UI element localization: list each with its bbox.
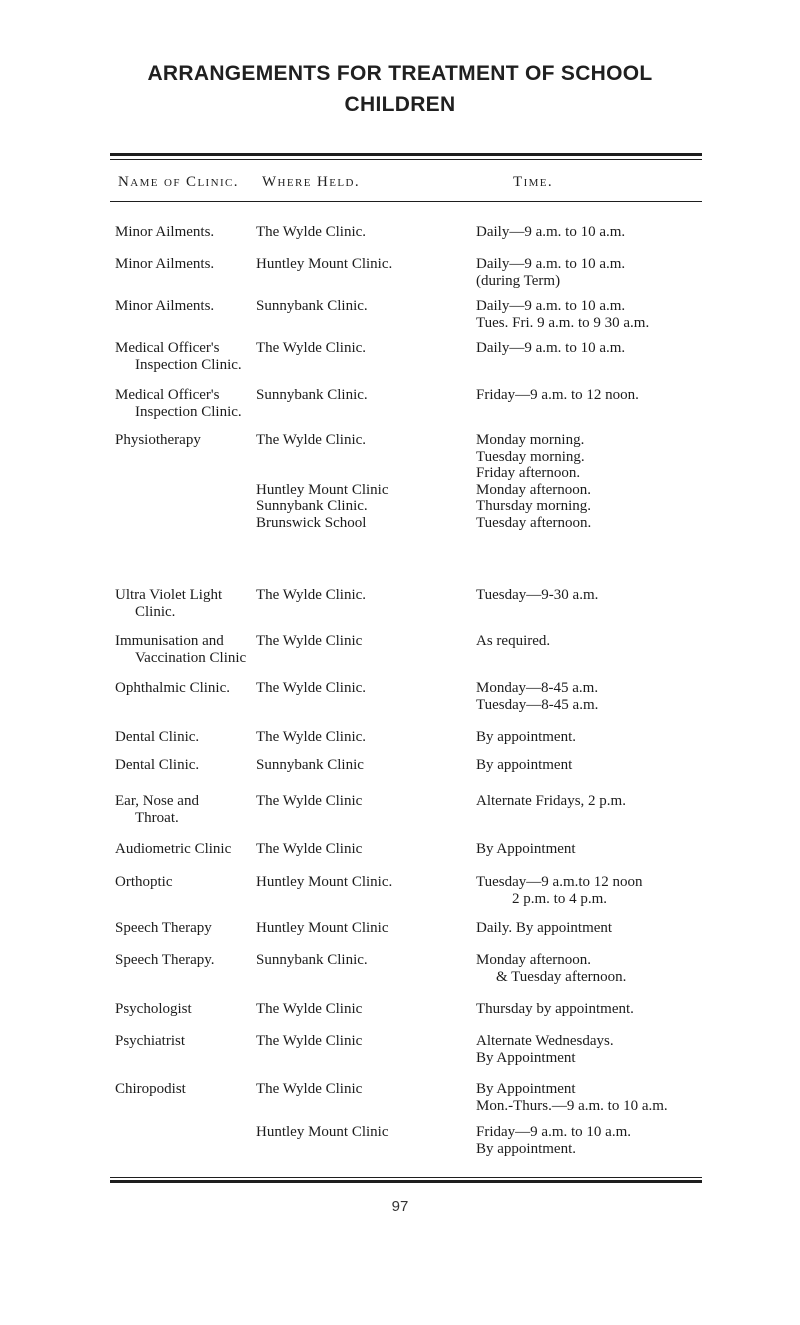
header-underline bbox=[110, 201, 702, 202]
cell-line: Alternate Fridays, 2 p.m. bbox=[476, 793, 626, 809]
clinic-location bbox=[256, 224, 466, 241]
top-thin-rule bbox=[110, 159, 702, 160]
header-name-of-clinic: Name of Clinic. bbox=[118, 174, 239, 190]
clinic-location bbox=[256, 298, 466, 315]
clinic-name bbox=[115, 298, 275, 315]
clinic-location bbox=[256, 1033, 466, 1050]
cell-line: Inspection Clinic. bbox=[135, 356, 242, 373]
clinic-time bbox=[476, 920, 792, 937]
cell-line: Ultra Violet Light bbox=[115, 587, 223, 603]
cell-line: The Wylde Clinic. bbox=[256, 587, 367, 603]
cell-line: Ear, Nose and bbox=[115, 793, 199, 809]
cell-line: Huntley Mount Clinic bbox=[256, 1124, 389, 1140]
clinic-location bbox=[256, 1081, 466, 1098]
clinic-location bbox=[256, 874, 466, 891]
cell-line: Monday afternoon. bbox=[476, 481, 591, 498]
cell-line: Huntley Mount Clinic. bbox=[256, 874, 393, 890]
clinic-time bbox=[476, 1033, 792, 1066]
clinic-time bbox=[476, 1001, 792, 1018]
cell-line: Friday afternoon. bbox=[476, 465, 581, 481]
clinic-time bbox=[476, 841, 792, 858]
clinic-time bbox=[476, 1081, 792, 1114]
clinic-location bbox=[256, 793, 466, 810]
cell-line: Friday—9 a.m. to 12 noon. bbox=[476, 387, 639, 403]
cell-line: Tues. Fri. 9 a.m. to 9 30 a.m. bbox=[476, 314, 650, 331]
cell-line: Daily—9 a.m. to 10 a.m. bbox=[476, 340, 626, 356]
cell-line: Tuesday morning. bbox=[476, 448, 585, 465]
cell-line: Immunisation and bbox=[115, 633, 224, 649]
clinic-time bbox=[476, 680, 792, 713]
cell-line: Tuesday afternoon. bbox=[476, 514, 592, 531]
cell-line: Minor Ailments. bbox=[115, 224, 215, 240]
clinic-location bbox=[256, 680, 466, 697]
clinic-name bbox=[115, 793, 275, 826]
cell-line: Tuesday—8-45 a.m. bbox=[476, 696, 599, 713]
cell-line: Psychologist bbox=[115, 1001, 192, 1017]
cell-line: Throat. bbox=[135, 809, 179, 826]
cell-line: Sunnybank Clinic. bbox=[256, 498, 368, 514]
clinic-location bbox=[256, 387, 466, 404]
cell-line: By Appointment bbox=[476, 1049, 576, 1066]
cell-line: Daily. By appointment bbox=[476, 920, 613, 936]
cell-line: Daily—9 a.m. to 10 a.m. bbox=[476, 224, 626, 240]
cell-line: Thursday by appointment. bbox=[476, 1001, 634, 1017]
page-number: 97 bbox=[391, 1198, 409, 1215]
cell-line: Alternate Wednesdays. bbox=[476, 1033, 614, 1049]
cell-line: The Wylde Clinic bbox=[256, 633, 363, 649]
header-where-held: Where Held. bbox=[262, 174, 360, 190]
cell-line: Minor Ailments. bbox=[115, 298, 215, 314]
cell-line: The Wylde Clinic bbox=[256, 1081, 363, 1097]
cell-line: Monday—8-45 a.m. bbox=[476, 680, 599, 696]
clinic-time bbox=[476, 874, 792, 907]
page-title: ARRANGEMENTS FOR TREATMENT OF SCHOOL bbox=[147, 62, 653, 85]
cell-line: & Tuesday afternoon. bbox=[496, 968, 627, 985]
cell-line: Sunnybank Clinic bbox=[256, 757, 364, 773]
cell-line: Clinic. bbox=[135, 603, 176, 620]
clinic-name bbox=[115, 874, 275, 891]
clinic-name bbox=[115, 387, 275, 420]
clinic-time bbox=[476, 340, 792, 357]
cell-line: Thursday morning. bbox=[476, 498, 591, 514]
cell-line: Monday morning. bbox=[476, 432, 585, 448]
cell-line: Mon.-Thurs.—9 a.m. to 10 a.m. bbox=[476, 1097, 668, 1114]
cell-line: Daily—9 a.m. to 10 a.m. bbox=[476, 256, 626, 272]
cell-line: Dental Clinic. bbox=[115, 729, 200, 745]
cell-line: Daily—9 a.m. to 10 a.m. bbox=[476, 298, 626, 314]
clinic-location bbox=[256, 841, 466, 858]
clinic-time bbox=[476, 1124, 792, 1157]
cell-line bbox=[256, 449, 466, 466]
cell-line: Brunswick School bbox=[256, 514, 367, 531]
clinic-time bbox=[476, 952, 792, 985]
cell-line: The Wylde Clinic. bbox=[256, 432, 367, 448]
clinic-location bbox=[256, 729, 466, 746]
cell-line: Medical Officer's bbox=[115, 387, 220, 403]
bottom-thick-rule bbox=[110, 1180, 702, 1183]
cell-line: Ophthalmic Clinic. bbox=[115, 680, 230, 696]
clinic-time bbox=[476, 256, 792, 289]
clinic-location bbox=[256, 920, 466, 937]
cell-line: Tuesday—9-30 a.m. bbox=[476, 587, 599, 603]
cell-line: Tuesday—9 a.m.to 12 noon bbox=[476, 874, 643, 890]
clinic-time bbox=[476, 224, 792, 241]
cell-line: Inspection Clinic. bbox=[135, 403, 242, 420]
cell-line: Huntley Mount Clinic bbox=[256, 481, 389, 498]
clinic-location bbox=[256, 1124, 466, 1141]
clinic-location bbox=[256, 256, 466, 273]
clinic-name bbox=[115, 256, 275, 273]
clinic-time bbox=[476, 387, 792, 404]
header-time: Time. bbox=[513, 174, 554, 190]
cell-line bbox=[256, 465, 466, 482]
cell-line: The Wylde Clinic bbox=[256, 1033, 363, 1049]
bottom-thin-rule bbox=[110, 1177, 702, 1178]
cell-line: Huntley Mount Clinic bbox=[256, 920, 389, 936]
cell-line: Sunnybank Clinic. bbox=[256, 387, 368, 403]
cell-line: Physiotherapy bbox=[115, 432, 201, 448]
clinic-name bbox=[115, 680, 275, 697]
cell-line: Chiropodist bbox=[115, 1081, 186, 1097]
clinic-time bbox=[476, 729, 792, 746]
cell-line: Psychiatrist bbox=[115, 1033, 185, 1049]
clinic-time bbox=[476, 793, 792, 810]
cell-line: Medical Officer's bbox=[115, 340, 220, 356]
cell-line: The Wylde Clinic. bbox=[256, 680, 367, 696]
cell-line: Minor Ailments. bbox=[115, 256, 215, 272]
clinic-name bbox=[115, 952, 275, 969]
cell-line: Sunnybank Clinic. bbox=[256, 952, 368, 968]
cell-line: Speech Therapy bbox=[115, 920, 212, 936]
cell-line: 2 p.m. to 4 p.m. bbox=[512, 890, 608, 907]
clinic-location bbox=[256, 587, 466, 604]
cell-line: The Wylde Clinic bbox=[256, 841, 363, 857]
cell-line: By Appointment bbox=[476, 841, 576, 857]
clinic-time bbox=[476, 432, 792, 531]
cell-line: Dental Clinic. bbox=[115, 757, 200, 773]
cell-line: By appointment bbox=[476, 757, 573, 773]
cell-line: The Wylde Clinic. bbox=[256, 224, 367, 240]
cell-line: The Wylde Clinic. bbox=[256, 729, 367, 745]
clinic-time bbox=[476, 633, 792, 650]
cell-line: Friday—9 a.m. to 10 a.m. bbox=[476, 1124, 631, 1140]
page-title-continued: CHILDREN bbox=[344, 93, 456, 116]
top-thick-rule bbox=[110, 153, 702, 156]
cell-line: Speech Therapy. bbox=[115, 952, 215, 968]
cell-line: (during Term) bbox=[476, 272, 561, 289]
clinic-name bbox=[115, 587, 275, 620]
cell-line: Huntley Mount Clinic. bbox=[256, 256, 393, 272]
cell-line: Vaccination Clinic bbox=[135, 649, 247, 666]
clinic-name bbox=[115, 224, 275, 241]
clinic-name bbox=[115, 432, 275, 449]
clinic-name bbox=[115, 1001, 275, 1018]
clinic-location bbox=[256, 633, 466, 650]
clinic-name bbox=[115, 340, 275, 373]
clinic-location bbox=[256, 952, 466, 969]
cell-line: The Wylde Clinic bbox=[256, 1001, 363, 1017]
clinic-location bbox=[256, 340, 466, 357]
clinic-time bbox=[476, 298, 792, 331]
cell-line: Monday afternoon. bbox=[476, 952, 591, 968]
clinic-time bbox=[476, 757, 792, 774]
clinic-location bbox=[256, 757, 466, 774]
clinic-location bbox=[256, 432, 466, 531]
cell-line: Audiometric Clinic bbox=[115, 841, 232, 857]
clinic-name bbox=[115, 841, 275, 858]
clinic-name bbox=[115, 1033, 275, 1050]
clinic-location bbox=[256, 1001, 466, 1018]
clinic-name bbox=[115, 633, 275, 666]
cell-line: By Appointment bbox=[476, 1081, 576, 1097]
cell-line: By appointment. bbox=[476, 729, 576, 745]
cell-line: As required. bbox=[476, 633, 551, 649]
clinic-name bbox=[115, 729, 275, 746]
clinic-name bbox=[115, 1081, 275, 1098]
cell-line: By appointment. bbox=[476, 1140, 576, 1157]
clinic-name bbox=[115, 757, 275, 774]
cell-line: Sunnybank Clinic. bbox=[256, 298, 368, 314]
clinic-time bbox=[476, 587, 792, 604]
cell-line: Orthoptic bbox=[115, 874, 173, 890]
clinic-name bbox=[115, 920, 275, 937]
cell-line: The Wylde Clinic bbox=[256, 793, 363, 809]
cell-line: The Wylde Clinic. bbox=[256, 340, 367, 356]
